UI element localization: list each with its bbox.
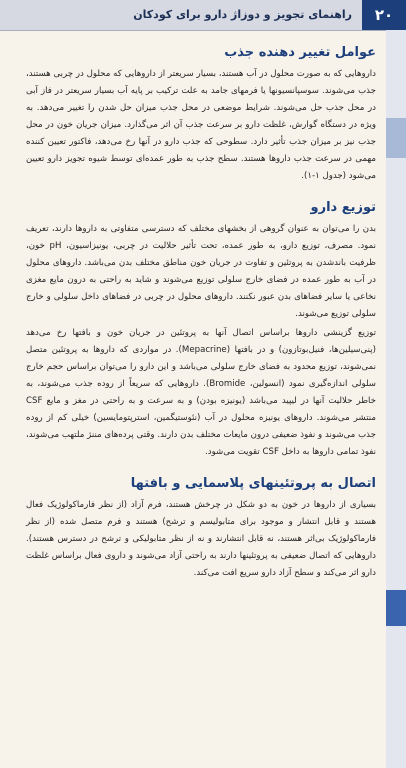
margin-accent	[386, 590, 406, 626]
section-heading: عوامل تغییر دهنده جذب	[224, 45, 376, 60]
margin-accent	[386, 118, 406, 158]
page-header	[0, 0, 406, 31]
running-title: راهنمای تجویز و دوزاژ دارو برای کودکان	[133, 8, 352, 21]
body-paragraph: بسیاری از داروها در خون به دو شکل در چرخش هستند، فرم آزاد (از نظر فارماکولوژیک فعال هستند و قابل انتشار و موجود برای متابولیسم و ترشح) هستند و فرم متصل شده (از نظر فارماکولوژیک بی‌اثر هستند، نه قابل انتشارند و نه از نظر متابولیکی و ترشح در دسترس هستند). داروهایی که اتصال ضعیفی به پروتئینها دارند به راحتی آزاد می‌شوند و داروی فعال براساس غلظت دارو اثر می‌کند و سطح آزاد دارو سریع افت می‌کند.	[26, 500, 376, 578]
page-number: ۲۰	[362, 0, 406, 30]
page-body	[26, 36, 376, 584]
body-paragraph: توزیع گزینشی داروها براساس اتصال آنها به پروتئین در جریان خون و بافتها رخ می‌دهد (پنی‌سیلین‌ها، فنیل‌بوتازون) و در بافتها (Mepacrine). در مواردی که داروها به پروتئین متصل نمی‌شوند، توزیع محدود به فضای خارج سلولی می‌باشد و این دارو را می‌توان براساس حجم خارج سلولی اندازه‌گیری نمود (انسولین، Bromide). داروهایی که سریعاً از روده جذب می‌شوند، به خاطر حلالیت آنها در لیپید می‌باشد (یونیزه بودن) و به سرعت و به راحتی در مغز و مایع CSF منتشر می‌شوند. داروهای یونیزه محلول در آب (نئوستیگمین، استرپتومایسین) خیلی کم از روده جذب می‌شوند و نفوذ ضعیفی درون مایعات مختلف بدن دارند. وقتی پرده‌های مننژ ملتهب می‌شوند، نفوذ تمامی داروها به داخل CSF تقویت می‌شود.	[26, 328, 376, 457]
body-paragraph: بدن را می‌توان به عنوان گروهی از بخشهای مختلف که دسترسی متفاوتی به داروها دارند، تعریف نمود. مصرف، توزیع دارو، به طور عمده، تحت تأثیر حلالیت در چربی، یونیزاسیون، pH خون، ظرفیت باندشدن به پروتئین و تفاوت در جریان خون مناطق مختلف بدن می‌باشد. داروهای محلول در آب به طور عمده در فضای خارج سلولی توزیع می‌شوند و شاید به راحتی به درون مایع مغزی نخاعی یا سایر فضاهای بدن عبور نکنند. داروهای محلول در چربی در فضاهای داخل سلولی و خارج سلولی توزیع می‌شوند.	[26, 224, 376, 319]
section-heading: توزیع دارو	[310, 200, 376, 215]
section-heading: اتصال به پروتئینهای پلاسمایی و بافتها	[130, 476, 376, 491]
body-paragraph: داروهایی که به صورت محلول در آب هستند، بسیار سریعتر از داروهایی که محلول در چربی هستند، جذب می‌شوند. سوسپانسیونها یا فرمهای جامد به علت ترکیب بر پایه آب بسیار سریعتر در فاز آبی در محل جذب حل می‌شوند. شرایط موضعی در محل جذب میزان حل شدن را تغییر می‌دهد. به ویژه در دستگاه گوارش، غلظت دارو بر سرعت جذب آن اثر می‌گذارد. میزان جریان خون در محل جذب نیز بر میزان جذب تأثیر دارد. سطوحی که جذب دارو در آنها رخ می‌دهد، فاکتور تعیین کننده مهمی در سرعت جذب داروها هستند. سطح جذب به طور عمده‌ای توسط شیوه تجویز دارو تعیین می‌شود (جدول ۱-۱).	[26, 69, 376, 181]
